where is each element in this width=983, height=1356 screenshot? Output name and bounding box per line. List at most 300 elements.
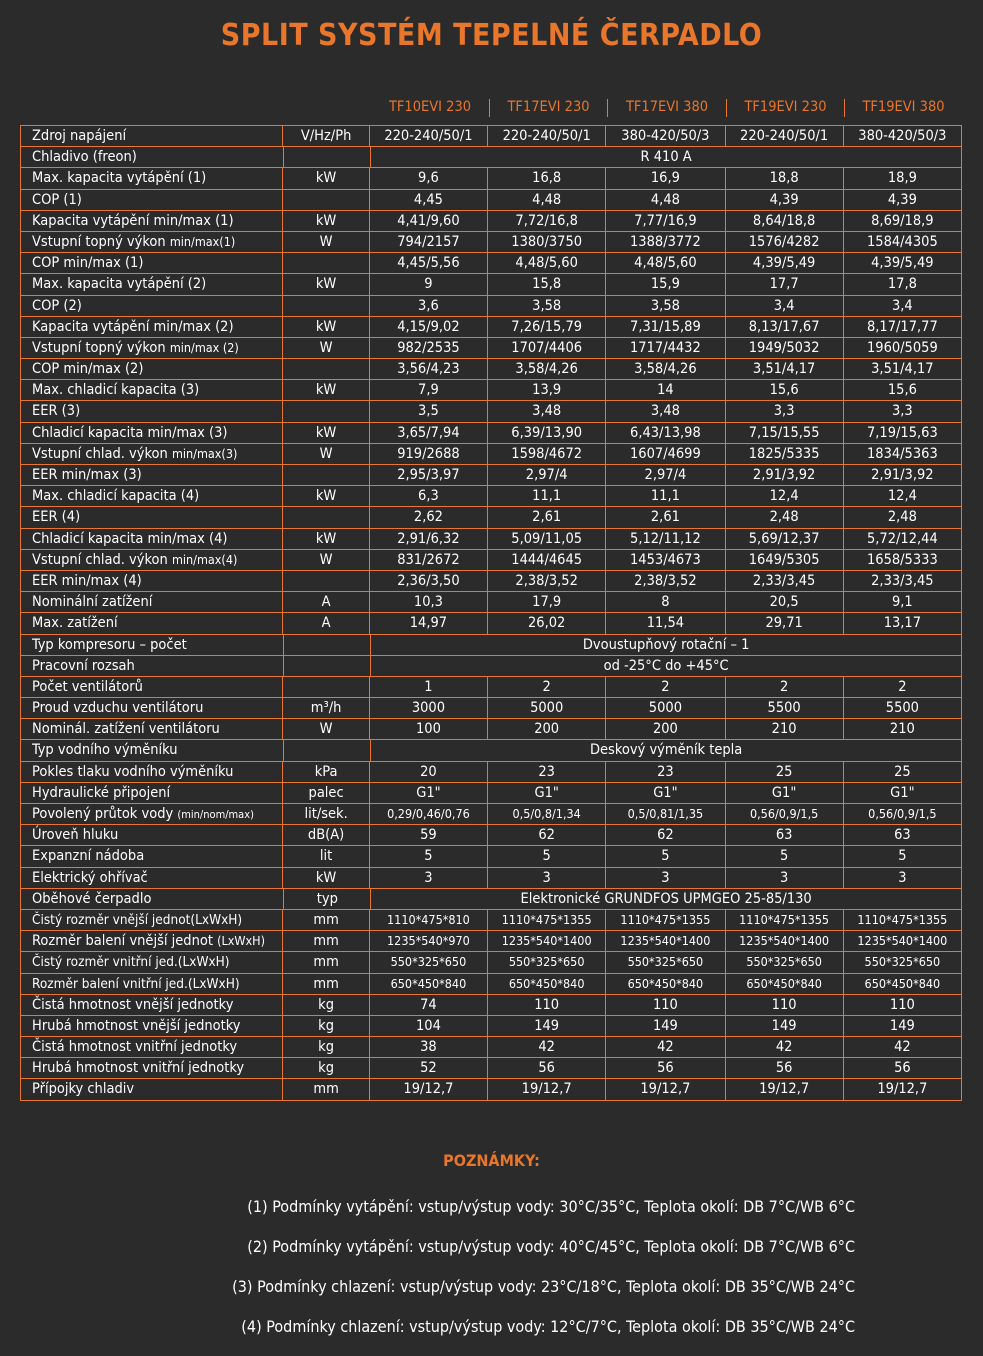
row-unit: mm — [282, 974, 368, 994]
row-unit: W — [282, 550, 368, 570]
row-value: 14,97 — [369, 613, 487, 633]
row-value: 149 — [725, 1016, 843, 1036]
row-value: 0,5/0,81/1,35 — [605, 804, 724, 824]
table-row — [20, 507, 962, 528]
row-value: G1" — [369, 783, 487, 803]
page-title: SPLIT SYSTÉM TEPELNÉ ČERPADLO — [220, 18, 763, 53]
row-value: 23 — [605, 762, 724, 782]
row-value: 42 — [725, 1037, 843, 1057]
model-name: TF19EVI 380 — [862, 99, 945, 115]
row-value: 650*450*840 — [605, 974, 724, 994]
row-value: 3,51/4,17 — [725, 359, 843, 379]
row-value: 110 — [725, 995, 843, 1015]
row-value: 1388/3772 — [605, 232, 724, 252]
row-label-text: Úroveň hluku — [32, 827, 119, 844]
row-label — [20, 613, 282, 633]
row-label — [20, 296, 282, 316]
row-label-text: Vstupní chlad. výkon — [32, 551, 168, 568]
row-value: 7,31/15,89 — [605, 317, 724, 337]
row-value: 16,8 — [487, 168, 605, 188]
row-value: 110 — [487, 995, 605, 1015]
table-row — [20, 804, 962, 825]
row-value: 11,54 — [605, 613, 724, 633]
table-row — [20, 825, 962, 846]
row-value: 8,69/18,9 — [843, 211, 962, 231]
row-value: 62 — [487, 825, 605, 845]
row-value: 4,39 — [843, 190, 962, 210]
row-value: 19/12,7 — [725, 1079, 843, 1099]
row-value: 0,29/0,46/0,76 — [369, 804, 487, 824]
table-row — [20, 147, 962, 168]
row-value: 2,97/4 — [605, 465, 724, 485]
table-row — [20, 1016, 962, 1037]
row-label — [20, 1037, 282, 1057]
row-label-text: Chladicí kapacita min/max (3) — [32, 424, 228, 441]
row-label — [20, 825, 282, 845]
row-label — [20, 465, 282, 485]
row-label — [20, 274, 282, 294]
row-value: 8 — [605, 592, 724, 612]
table-row — [20, 529, 962, 550]
row-value: 7,72/16,8 — [487, 211, 605, 231]
row-value: 4,41/9,60 — [369, 211, 487, 231]
row-value: 3000 — [369, 698, 487, 718]
row-label-suffix: (min/nom/max) — [177, 808, 254, 821]
row-value: 2,91/6,32 — [369, 529, 487, 549]
row-value: 1235*540*1400 — [605, 931, 724, 951]
table-row — [20, 211, 962, 232]
row-value: 19/12,7 — [843, 1079, 962, 1099]
row-value: 550*325*650 — [369, 952, 487, 972]
row-label-text: Čistá hmotnost vnitřní jednotky — [32, 1039, 238, 1056]
table-row — [20, 635, 962, 656]
row-value: 56 — [725, 1058, 843, 1078]
row-label-text: EER (3) — [32, 403, 81, 420]
model-name: TF17EVI 230 — [507, 99, 590, 115]
row-unit — [282, 296, 368, 316]
row-unit: W — [282, 338, 368, 358]
row-value: 4,45/5,56 — [369, 253, 487, 273]
row-value: 2 — [605, 677, 724, 697]
row-label-text: Oběhové čerpadlo — [32, 890, 152, 907]
row-value: 1235*540*1400 — [725, 931, 843, 951]
row-label-text: Max. chladicí kapacita (3) — [32, 382, 200, 399]
row-value: 210 — [843, 719, 962, 739]
row-value: 11,1 — [487, 486, 605, 506]
table-row — [20, 740, 962, 761]
row-label — [20, 444, 282, 464]
row-label — [20, 804, 282, 824]
row-value: G1" — [487, 783, 605, 803]
row-label — [20, 656, 283, 676]
row-value: 2,95/3,97 — [369, 465, 487, 485]
row-label-text: COP (1) — [32, 191, 82, 208]
table-row — [20, 868, 962, 889]
table-row — [20, 719, 962, 740]
table-row — [20, 338, 962, 359]
model-header — [371, 97, 962, 127]
row-value: 5000 — [487, 698, 605, 718]
row-label-suffix: (LxWxH) — [217, 933, 266, 949]
table-row — [20, 571, 962, 592]
table-row — [20, 846, 962, 867]
row-unit — [282, 253, 368, 273]
row-value: 5,72/12,44 — [843, 529, 962, 549]
row-value-span: Deskový výměník tepla — [370, 740, 962, 760]
row-value: 62 — [605, 825, 724, 845]
row-value: 919/2688 — [369, 444, 487, 464]
row-label — [20, 168, 282, 188]
row-value: 3,65/7,94 — [369, 423, 487, 443]
row-value: 4,48 — [487, 190, 605, 210]
row-value: 1110*475*810 — [369, 910, 487, 930]
row-value: 15,6 — [843, 380, 962, 400]
row-unit — [282, 571, 368, 591]
row-unit: kW — [282, 168, 368, 188]
row-value-span: R 410 A — [370, 147, 962, 167]
row-value: 2,62 — [369, 507, 487, 527]
row-label — [20, 846, 282, 866]
row-unit — [283, 656, 370, 676]
row-unit: kg — [282, 1037, 368, 1057]
table-row — [20, 274, 962, 295]
row-value: 18,8 — [725, 168, 843, 188]
table-row — [20, 1037, 962, 1058]
row-value: 3,3 — [843, 401, 962, 421]
table-row — [20, 931, 962, 952]
row-value: 220-240/50/1 — [487, 126, 605, 146]
table-row — [20, 296, 962, 317]
row-value: 2,33/3,45 — [725, 571, 843, 591]
row-label-text: EER (4) — [32, 509, 81, 526]
row-unit: typ — [283, 889, 370, 909]
row-value: 1576/4282 — [725, 232, 843, 252]
row-value: 1717/4432 — [605, 338, 724, 358]
note-item: (1) Podmínky vytápění: vstup/výstup vody: 30°C/35°C, Teplota okolí: DB 7°C/WB 6°C — [247, 1197, 855, 1216]
row-unit: A — [282, 613, 368, 633]
row-value: 9,1 — [843, 592, 962, 612]
row-label — [20, 126, 282, 146]
row-value: 14 — [605, 380, 724, 400]
row-value: 8,64/18,8 — [725, 211, 843, 231]
table-row — [20, 677, 962, 698]
row-label-text: Pracovní rozsah — [32, 657, 135, 674]
row-unit: kW — [282, 423, 368, 443]
row-unit: A — [282, 592, 368, 612]
row-value: 5 — [725, 846, 843, 866]
row-unit: W — [282, 232, 368, 252]
row-value: 15,9 — [605, 274, 724, 294]
row-value: 1949/5032 — [725, 338, 843, 358]
note-item: (4) Podmínky chlazení: vstup/výstup vody: 12°C/7°C, Teplota okolí: DB 35°C/WB 24°C — [241, 1317, 855, 1336]
row-value: 3,58 — [605, 296, 724, 316]
row-value: 1235*540*970 — [369, 931, 487, 951]
row-label-text: Vstupní topný výkon — [32, 233, 166, 250]
row-value: 7,77/16,9 — [605, 211, 724, 231]
row-label-text: Čistý rozměr vnitřní jed.(LxWxH) — [32, 954, 230, 971]
row-value: 550*325*650 — [843, 952, 962, 972]
row-value: 23 — [487, 762, 605, 782]
row-value: 2,38/3,52 — [487, 571, 605, 591]
table-row — [20, 168, 962, 189]
row-value: 42 — [487, 1037, 605, 1057]
row-unit: kW — [282, 211, 368, 231]
row-value: 110 — [843, 995, 962, 1015]
row-value: 5 — [843, 846, 962, 866]
row-value: 3,58/4,26 — [487, 359, 605, 379]
row-value: 3,56/4,23 — [369, 359, 487, 379]
row-value: 3 — [369, 868, 487, 888]
row-value: 550*325*650 — [725, 952, 843, 972]
row-value: 42 — [605, 1037, 724, 1057]
row-value: 210 — [725, 719, 843, 739]
note-item: (2) Podmínky vytápění: vstup/výstup vody: 40°C/45°C, Teplota okolí: DB 7°C/WB 6°C — [247, 1237, 855, 1256]
row-value: 1110*475*1355 — [843, 910, 962, 930]
row-value: 4,39/5,49 — [843, 253, 962, 273]
row-label — [20, 571, 282, 591]
row-value: 4,39 — [725, 190, 843, 210]
row-value: 0,5/0,8/1,34 — [487, 804, 605, 824]
row-value: 1110*475*1355 — [605, 910, 724, 930]
row-value: 3,6 — [369, 296, 487, 316]
row-value: 550*325*650 — [487, 952, 605, 972]
row-label — [20, 974, 282, 994]
row-label-text: Kapacita vytápění min/max (1) — [32, 212, 234, 229]
table-row — [20, 974, 962, 995]
row-value: 17,7 — [725, 274, 843, 294]
row-label — [20, 317, 282, 337]
row-label — [20, 1016, 282, 1036]
row-label — [20, 507, 282, 527]
row-label — [20, 677, 282, 697]
row-label — [20, 889, 283, 909]
row-value: 4,48 — [605, 190, 724, 210]
row-label — [20, 190, 282, 210]
row-label — [20, 1058, 282, 1078]
row-value: 650*450*840 — [843, 974, 962, 994]
row-value: 149 — [843, 1016, 962, 1036]
row-label — [20, 529, 282, 549]
row-label-text: Expanzní nádoba — [32, 848, 145, 865]
row-value: 1960/5059 — [843, 338, 962, 358]
row-label-text: Max. chladicí kapacita (4) — [32, 488, 200, 505]
notes-title: POZNÁMKY: — [443, 1151, 540, 1170]
table-row — [20, 423, 962, 444]
row-unit — [283, 635, 370, 655]
row-label — [20, 635, 283, 655]
row-value: 220-240/50/1 — [369, 126, 487, 146]
row-value: G1" — [605, 783, 724, 803]
row-unit: mm — [282, 931, 368, 951]
table-row — [20, 910, 962, 931]
row-label-text: Max. kapacita vytápění (2) — [32, 276, 207, 293]
row-value: 6,3 — [369, 486, 487, 506]
row-value: 3,3 — [725, 401, 843, 421]
row-unit — [282, 507, 368, 527]
row-label-text: Typ vodního výměníku — [32, 742, 178, 759]
row-value: 1584/4305 — [843, 232, 962, 252]
row-value: 1110*475*1355 — [487, 910, 605, 930]
row-label-suffix: min/max(4) — [171, 551, 238, 567]
row-value: 5,69/12,37 — [725, 529, 843, 549]
row-unit: kg — [282, 1058, 368, 1078]
row-value: 5 — [487, 846, 605, 866]
table-row — [20, 317, 962, 338]
row-label — [20, 486, 282, 506]
row-value: 2,61 — [605, 507, 724, 527]
row-unit: lit/sek. — [282, 804, 368, 824]
row-value: 3,48 — [605, 401, 724, 421]
notes-list — [232, 1187, 855, 1347]
row-value: 10,3 — [369, 592, 487, 612]
row-value: 7,9 — [369, 380, 487, 400]
table-row — [20, 232, 962, 253]
row-value: 2,38/3,52 — [605, 571, 724, 591]
row-label-text: Hydraulické připojení — [32, 784, 171, 801]
row-label-text: Rozměr balení vnitřní jed.(LxWxH) — [32, 975, 240, 992]
row-value: 5,12/11,12 — [605, 529, 724, 549]
row-value: 1235*540*1400 — [843, 931, 962, 951]
row-value: 1607/4699 — [605, 444, 724, 464]
row-value: 29,71 — [725, 613, 843, 633]
row-label-text: Pokles tlaku vodního výměníku — [32, 763, 234, 780]
row-value: 3,58/4,26 — [605, 359, 724, 379]
row-value: 149 — [605, 1016, 724, 1036]
row-value: 104 — [369, 1016, 487, 1036]
row-value: 1649/5305 — [725, 550, 843, 570]
row-value: 2 — [487, 677, 605, 697]
row-label — [20, 740, 283, 760]
row-value: 8,17/17,77 — [843, 317, 962, 337]
row-label-text: Vstupní chlad. výkon — [32, 445, 168, 462]
row-value: 1658/5333 — [843, 550, 962, 570]
row-label-text: Přípojky chladiv — [32, 1081, 135, 1098]
row-value: 12,4 — [843, 486, 962, 506]
row-unit — [283, 740, 370, 760]
row-value: 8,13/17,67 — [725, 317, 843, 337]
row-value-span: Dvoustupňový rotační – 1 — [370, 635, 962, 655]
row-label — [20, 550, 282, 570]
row-value: 0,56/0,9/1,5 — [725, 804, 843, 824]
row-value: 6,43/13,98 — [605, 423, 724, 443]
row-value: 2 — [725, 677, 843, 697]
row-unit — [282, 190, 368, 210]
row-value: 5500 — [725, 698, 843, 718]
row-value: 7,15/15,55 — [725, 423, 843, 443]
model-name: TF19EVI 230 — [744, 99, 827, 115]
row-label-text: Hrubá hmotnost vnější jednotky — [32, 1017, 241, 1034]
spec-table — [20, 125, 962, 1101]
row-unit: kW — [282, 486, 368, 506]
table-row — [20, 190, 962, 211]
row-label — [20, 380, 282, 400]
table-row — [20, 465, 962, 486]
row-value: 63 — [843, 825, 962, 845]
row-value: 1 — [369, 677, 487, 697]
row-value: 5 — [605, 846, 724, 866]
row-label — [20, 783, 282, 803]
row-unit: kg — [282, 1016, 368, 1036]
row-value: 1235*540*1400 — [487, 931, 605, 951]
table-row — [20, 380, 962, 401]
row-unit: kg — [282, 995, 368, 1015]
table-row — [20, 359, 962, 380]
row-label — [20, 232, 282, 252]
row-value: 2,97/4 — [487, 465, 605, 485]
row-unit: kW — [282, 380, 368, 400]
row-label-text: Nominál. zatížení ventilátoru — [32, 721, 220, 738]
row-label — [20, 401, 282, 421]
row-label-text: Typ kompresoru – počet — [32, 636, 187, 653]
row-value: 3,51/4,17 — [843, 359, 962, 379]
row-unit: W — [282, 444, 368, 464]
row-value-span: od -25°C do +45°C — [370, 656, 962, 676]
row-value: 5,09/11,05 — [487, 529, 605, 549]
row-value: 20,5 — [725, 592, 843, 612]
row-value: 18,9 — [843, 168, 962, 188]
row-value: 4,48/5,60 — [487, 253, 605, 273]
row-label-text: Nominální zatížení — [32, 594, 153, 611]
model-name: TF17EVI 380 — [625, 99, 709, 115]
table-row — [20, 698, 962, 719]
row-value: 5500 — [843, 698, 962, 718]
row-label-text: Povolený průtok vody — [32, 806, 174, 822]
table-row — [20, 952, 962, 973]
row-value: 12,4 — [725, 486, 843, 506]
table-row — [20, 592, 962, 613]
row-value: 2,91/3,92 — [725, 465, 843, 485]
row-value: 1110*475*1355 — [725, 910, 843, 930]
row-value: 17,9 — [487, 592, 605, 612]
row-value: 2,36/3,50 — [369, 571, 487, 591]
row-value: 19/12,7 — [487, 1079, 605, 1099]
row-label-text: Chladivo (freon) — [32, 149, 137, 166]
row-label-text: Rozměr balení vnější jednot — [32, 933, 213, 950]
row-unit — [282, 465, 368, 485]
row-value: 59 — [369, 825, 487, 845]
row-label-text: Vstupní topný výkon — [32, 339, 166, 356]
table-row — [20, 1079, 962, 1100]
row-label — [20, 762, 282, 782]
row-value: 794/2157 — [369, 232, 487, 252]
row-value: 3 — [605, 868, 724, 888]
row-label-text: Počet ventilátorů — [32, 678, 143, 695]
row-value: 2,48 — [843, 507, 962, 527]
row-label-text: Proud vzduchu ventilátoru — [32, 700, 204, 717]
row-label-text: Čistý rozměr vnější jednot(LxWxH) — [32, 911, 243, 928]
row-label-text: Zdroj napájení — [32, 128, 127, 144]
row-label — [20, 952, 282, 972]
row-label — [20, 719, 282, 739]
row-label-suffix: min/max (2) — [169, 339, 239, 355]
row-unit: m³/h — [282, 698, 368, 718]
row-label — [20, 147, 283, 167]
row-value: 9,6 — [369, 168, 487, 188]
row-value: 2,33/3,45 — [843, 571, 962, 591]
row-label-text: EER min/max (4) — [32, 572, 142, 589]
row-label — [20, 423, 282, 443]
row-value: 6,39/13,90 — [487, 423, 605, 443]
row-value: 56 — [843, 1058, 962, 1078]
row-unit: V/Hz/Ph — [282, 126, 368, 146]
row-unit: lit — [282, 846, 368, 866]
table-row — [20, 889, 962, 910]
row-value: 220-240/50/1 — [725, 126, 843, 146]
row-value: 2,91/3,92 — [843, 465, 962, 485]
row-unit: kW — [282, 274, 368, 294]
row-label-text: Kapacita vytápění min/max (2) — [32, 318, 234, 335]
row-value: 56 — [605, 1058, 724, 1078]
